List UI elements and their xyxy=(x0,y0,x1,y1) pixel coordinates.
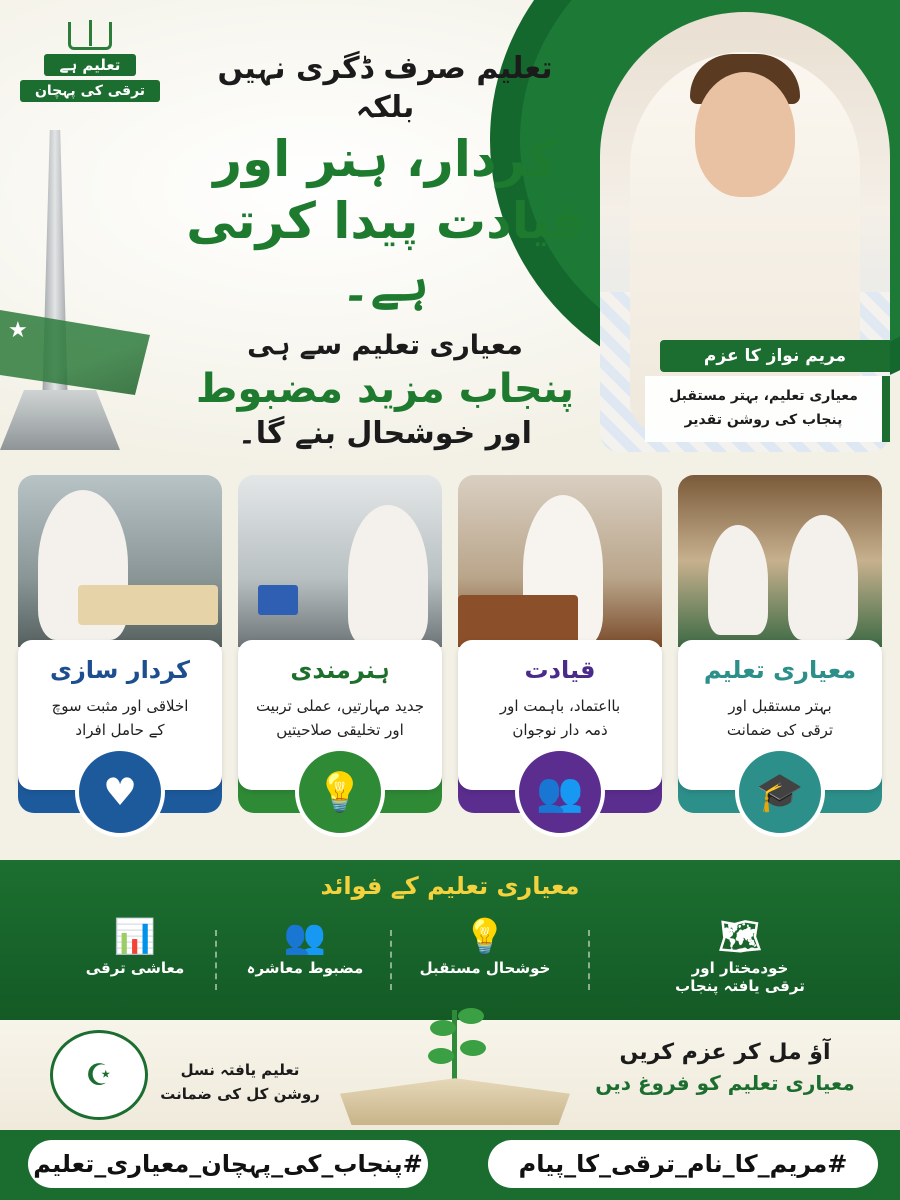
hashtag-left[interactable]: #پنجاب_کی_پہچان_معیاری_تعلیم xyxy=(28,1140,428,1188)
left-message xyxy=(160,1058,320,1106)
star-icon: ★ xyxy=(8,318,28,343)
card-title: کردار سازی xyxy=(49,656,191,684)
punjab-crest-logo: ☪ xyxy=(50,1030,148,1120)
headline-big1: کردار، ہنر اور xyxy=(213,130,557,188)
minar-e-pakistan-image xyxy=(0,130,170,470)
card-photo xyxy=(18,475,222,647)
card-photo xyxy=(458,475,662,647)
resolve-box xyxy=(645,340,890,450)
card-desc-line1: اخلاقی اور مثبت سوچ xyxy=(51,697,189,715)
head-heart-icon: ♥ xyxy=(75,747,165,837)
card-desc-line1: بہتر مستقبل اور xyxy=(728,697,832,715)
benefit-item xyxy=(230,915,380,977)
right-message-line1: آؤ مل کر عزم کریں xyxy=(619,1040,831,1065)
benefit-label: معاشی ترقی xyxy=(85,959,185,977)
book-plant-image xyxy=(340,1000,570,1125)
left-message-line2: روشن کل کی ضمانت xyxy=(160,1085,320,1103)
benefit-item xyxy=(70,915,200,977)
card-desc-line1: بااعتماد، باہمت اور xyxy=(499,697,621,715)
divider xyxy=(390,930,392,990)
headline-line4: اور خوشحال بنے گا۔ xyxy=(238,416,532,451)
card-desc-line2: اور تخلیقی صلاحیتیں xyxy=(276,721,404,739)
benefits-title: معیاری تعلیم کے فوائد xyxy=(320,872,580,900)
hashtag-right[interactable]: #مریم_کا_نام_ترقی_کا_پیام xyxy=(488,1140,878,1188)
headline-block xyxy=(170,50,600,454)
card-desc-line2: ترقی کی ضمانت xyxy=(726,721,834,739)
card-title: معیاری تعلیم xyxy=(703,656,857,684)
punjab-map-icon: 🗺 xyxy=(718,917,762,957)
badge-line1: تعلیم ہے xyxy=(44,54,137,76)
card-photo xyxy=(678,475,882,647)
lightbulb-icon: 💡 xyxy=(463,917,507,957)
headline-line2: بلکہ xyxy=(355,90,415,125)
headline-line3: معیاری تعلیم سے ہی xyxy=(247,330,523,361)
badge-line2: ترقی کی پہچان xyxy=(20,80,160,102)
left-message-line1: تعلیم یافتہ نسل xyxy=(180,1061,300,1079)
lightbulb-icon: 💡 xyxy=(295,747,385,837)
card-title: قیادت xyxy=(524,656,596,684)
divider xyxy=(588,930,590,990)
headline-big3: پنجاب مزید مضبوط xyxy=(195,366,575,412)
right-message-line2: معیاری تعلیم کو فروغ دیں xyxy=(595,1071,855,1095)
community-icon: 👥 xyxy=(283,917,327,957)
book-icon xyxy=(68,22,112,50)
graduation-cap-icon: 🎓 xyxy=(735,747,825,837)
card-desc-line2: کے حامل افراد xyxy=(75,721,165,739)
card-desc-line1: جدید مہارتیں، عملی تربیت xyxy=(255,697,425,715)
card-skills xyxy=(238,475,442,835)
card-desc-line2: ذمہ دار نوجوان xyxy=(512,721,608,739)
card-quality-education xyxy=(678,475,882,835)
headline-big2: قیادت پیدا کرتی ہے۔ xyxy=(186,192,584,312)
benefit-label-2: ترقی یافتہ پنجاب xyxy=(675,977,805,995)
resolve-line2: پنجاب کی روشن تقدیر xyxy=(684,412,843,428)
benefit-label: خوشحال مستقبل xyxy=(419,959,551,977)
card-photo xyxy=(238,475,442,647)
resolve-card xyxy=(645,376,890,442)
group-flag-icon: 👥 xyxy=(515,747,605,837)
headline-line1: تعلیم صرف ڈگری نہیں xyxy=(217,51,553,86)
benefit-label: مضبوط معاشرہ xyxy=(246,959,364,977)
resolve-tag: مریم نواز کا عزم xyxy=(660,340,890,372)
benefit-label: خودمختار اور xyxy=(691,959,789,977)
divider xyxy=(215,930,217,990)
card-title: ہنرمندی xyxy=(290,656,390,684)
card-leadership xyxy=(458,475,662,835)
right-message xyxy=(590,1038,860,1098)
benefit-item xyxy=(630,915,850,995)
education-logo-badge xyxy=(20,22,160,118)
card-character-building xyxy=(18,475,222,835)
growth-chart-icon: 📊 xyxy=(113,917,157,957)
benefit-item xyxy=(400,915,570,977)
resolve-line1: معیاری تعلیم، بہتر مستقبل xyxy=(669,388,858,404)
